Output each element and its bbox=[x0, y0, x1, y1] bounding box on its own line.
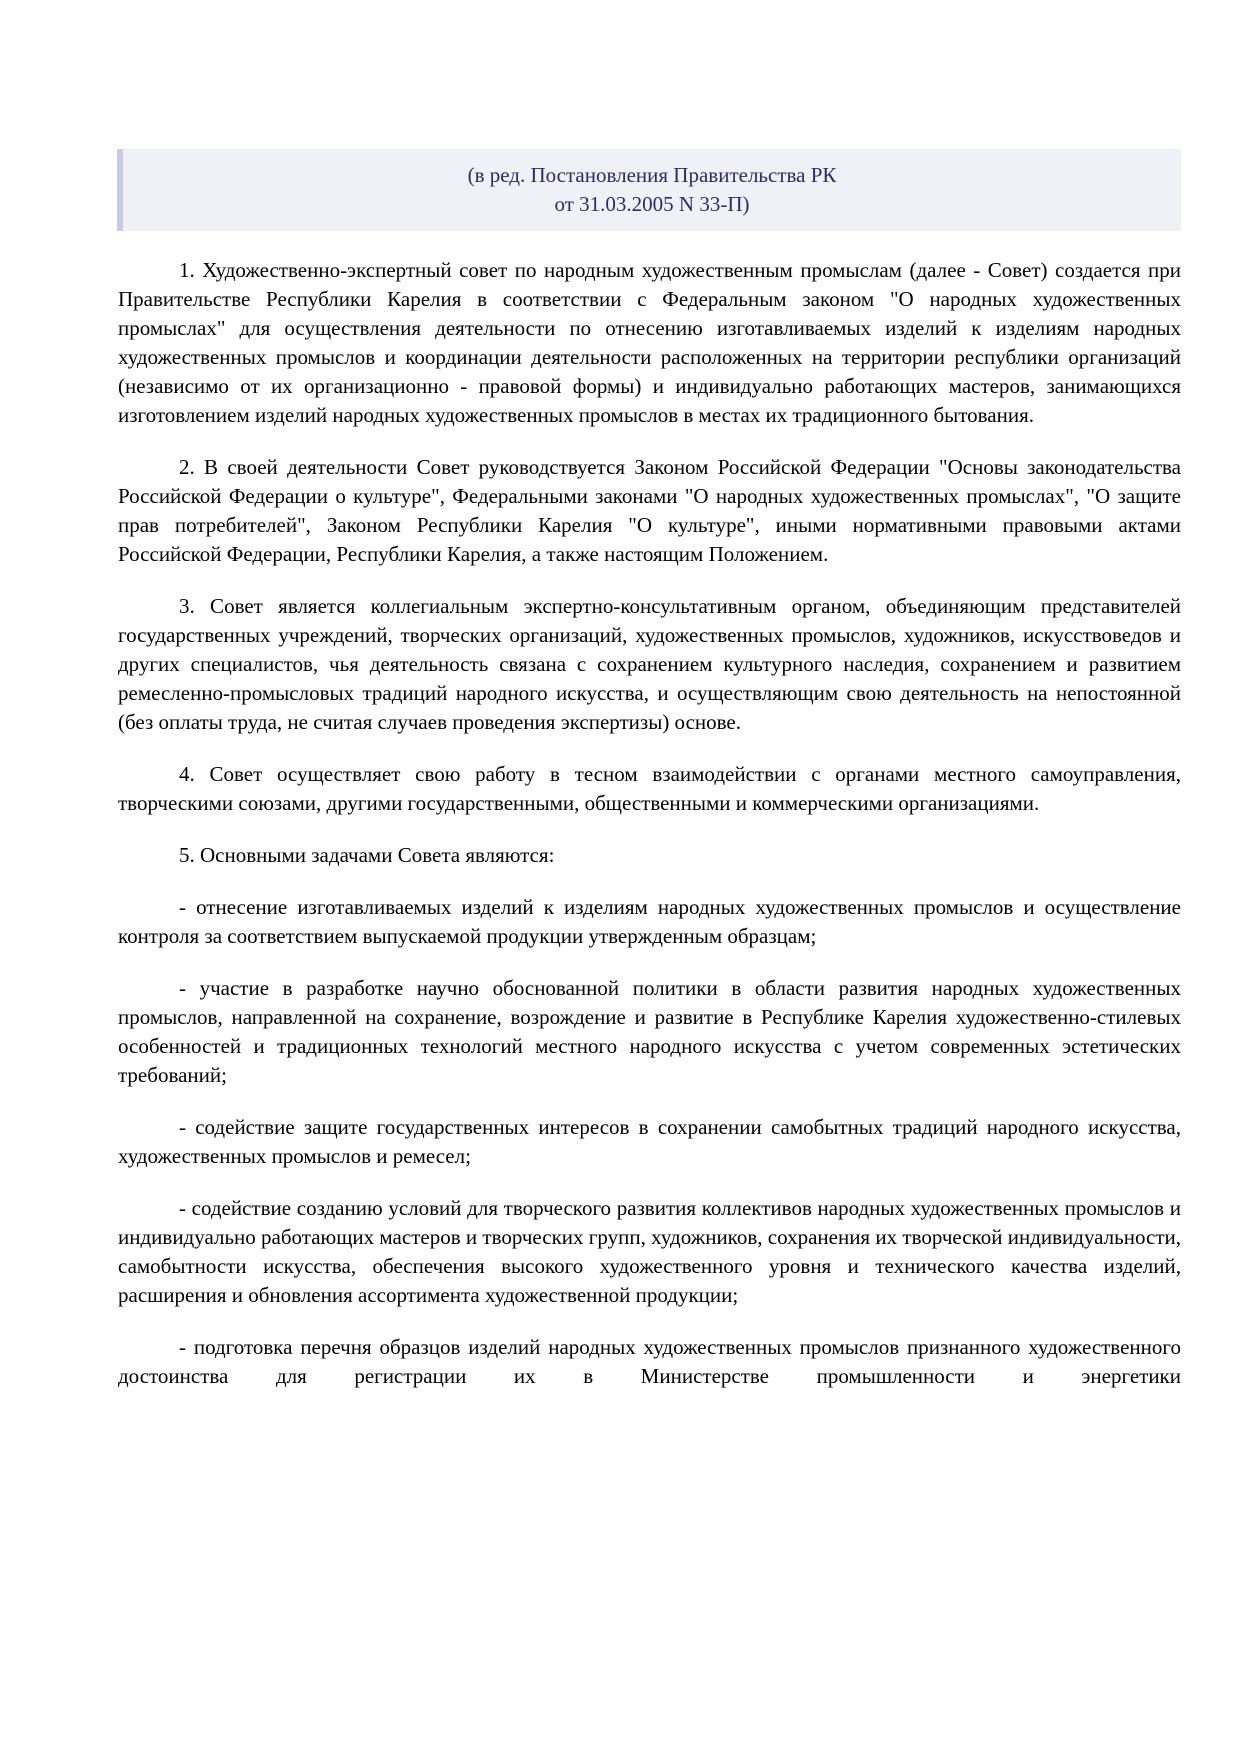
paragraph-4: 4. Совет осуществляет свою работу в тесном взаимодействии с органами местного самоуправления, творческими союзами, другими государственными, общественными и коммерческими организациями. bbox=[118, 762, 1181, 815]
paragraph-5: 5. Основными задачами Совета являются: bbox=[179, 843, 555, 867]
paragraph-1: 1. Художественно-экспертный совет по народным художественным промыслам (далее - Совет) создается при Правительстве Республики Карелия в соответствии с Федеральным законом "О народных художественных промыслах" для осуществления деятельности по отнесению изготавливаемых изделий к изделиям народных художественных промыслов и координации деятельности расположенных на территории республики организаций (независимо от их организационно - правовой формы) и индивидуально работающих мастеров, занимающихся изготовлением изделий народных художественных промыслов в местах их традиционного бытования. bbox=[118, 258, 1181, 427]
document-body bbox=[118, 256, 1181, 1414]
task-item-4: - содействие созданию условий для творческого развития коллективов народных художественных промыслов и индивидуально работающих мастеров и творческих групп, художников, сохранения их творческой индивидуальности, самобытности искусства, обеспечения высокого художественного уровня и технического качества изделий, расширения и обновления ассортимента художественной продукции; bbox=[118, 1196, 1181, 1307]
task-item-1: - отнесение изготавливаемых изделий к изделиям народных художественных промыслов и осуществление контроля за соответствием выпускаемой продукции утвержденным образцам; bbox=[118, 895, 1181, 948]
amendment-note-line-2: от 31.03.2005 N 33-П) bbox=[554, 192, 750, 216]
paragraph-3: 3. Совет является коллегиальным экспертно-консультативным органом, объединяющим представителей государственных учреждений, творческих организаций, художественных промыслов, художников, искусствоведов и других специалистов, чья деятельность связана с сохранением культурного наследия, сохранением и развитием ремесленно-промысловых традиций народного искусства, и осуществляющим свою деятельность на непостоянной (без оплаты труда, не считая случаев проведения экспертизы) основе. bbox=[118, 594, 1181, 734]
task-item-5: - подготовка перечня образцов изделий народных художественных промыслов признанного художественного достоинства для регистрации их в Министерстве промышленности и энергетики bbox=[118, 1335, 1181, 1388]
paragraph-2: 2. В своей деятельности Совет руководствуется Законом Российской Федерации "Основы законодательства Российской Федерации о культуре", Федеральными законами "О народных художественных промыслах", "О защите прав потребителей", Законом Республики Карелия "О культуре", иными нормативными правовыми актами Российской Федерации, Республики Карелия, а также настоящим Положением. bbox=[118, 455, 1181, 566]
task-item-3: - содействие защите государственных интересов в сохранении самобытных традиций народного искусства, художественных промыслов и ремесел; bbox=[118, 1115, 1181, 1168]
amendment-note-line-1: (в ред. Постановления Правительства РК bbox=[467, 163, 837, 187]
task-item-2: - участие в разработке научно обоснованной политики в области развития народных художественных промыслов, направленной на сохранение, возрождение и развитие в Республике Карелия художественно-стилевых особенностей и традиционных технологий местного народного искусства с учетом современных эстетических требований; bbox=[118, 976, 1181, 1087]
amendment-note bbox=[117, 149, 1181, 231]
